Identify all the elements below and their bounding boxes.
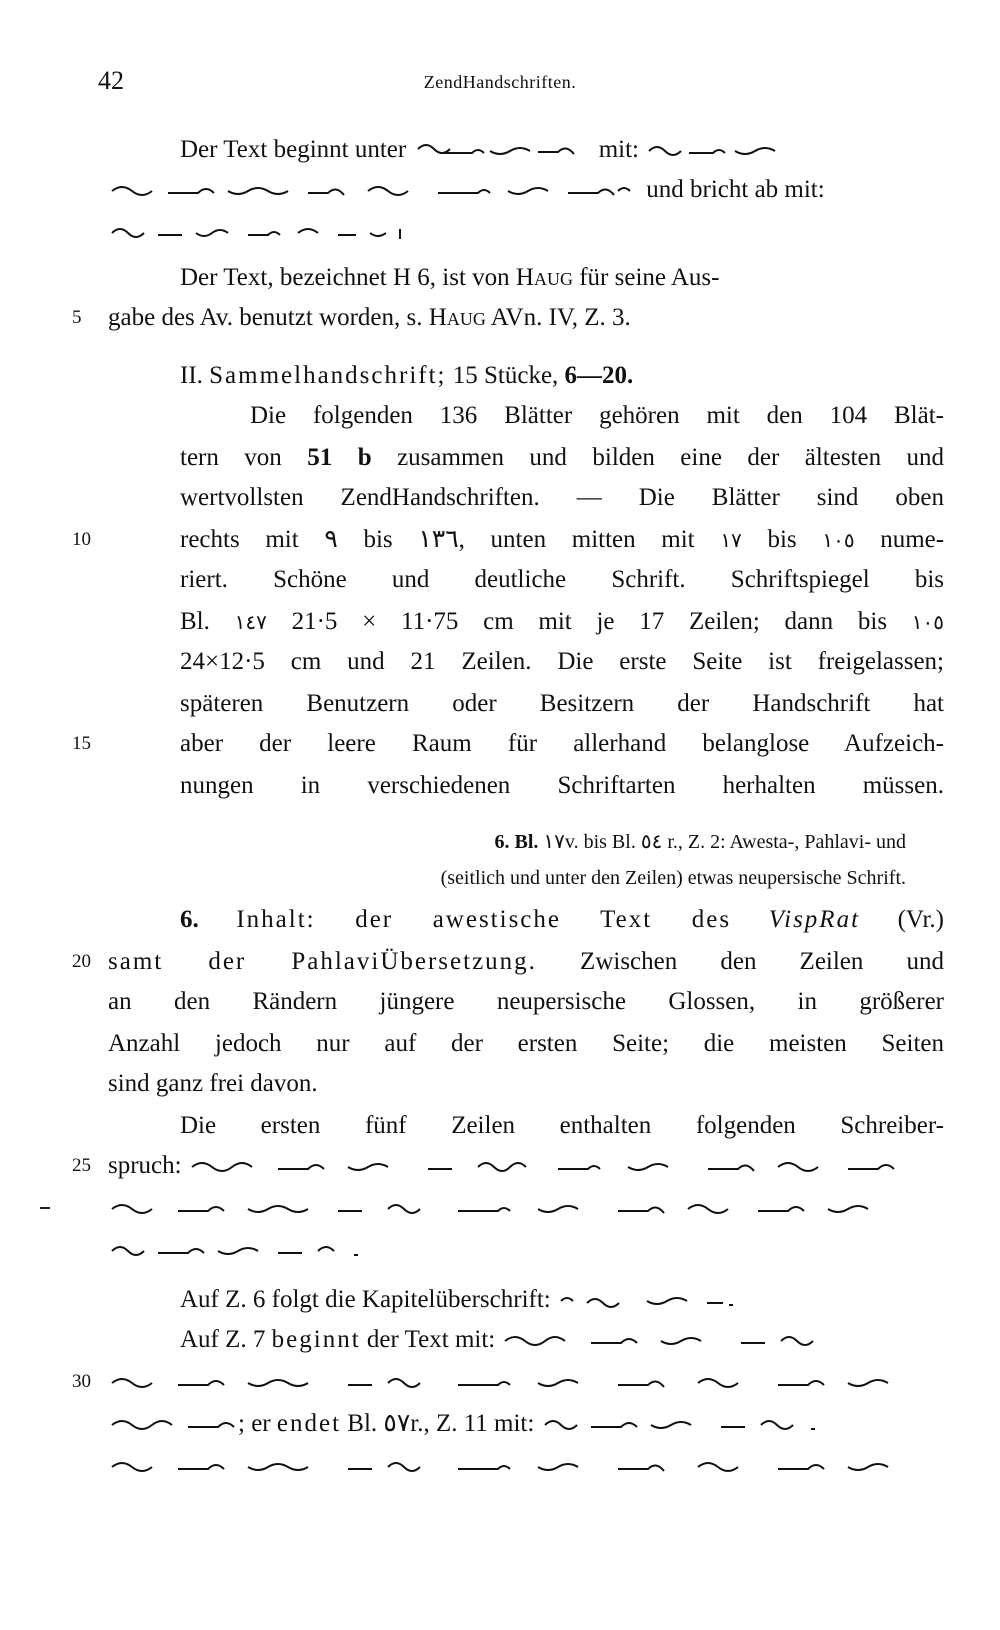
text-line <box>180 1320 944 1360</box>
text-line: sind ganz frei davon. <box>108 1070 318 1097</box>
numeral: ١٠٥ <box>911 612 944 634</box>
text-line <box>180 258 944 298</box>
text-run: (Vr.) <box>897 906 944 933</box>
avestan-script-figure <box>108 1417 238 1433</box>
line-number: 15 <box>72 733 91 754</box>
text-run: 6—20. <box>564 362 634 389</box>
text-run: VispRat <box>768 906 861 933</box>
line-number: 10 <box>72 529 91 550</box>
text-line <box>108 212 944 252</box>
text-line <box>180 130 944 170</box>
text-line: Die ersten fünf Zeilen enthalten folgenden Schreiber- <box>180 1112 944 1139</box>
running-title: ZendHandschriften. <box>423 72 577 92</box>
text-line: nungen in verschiedenen Schriftarten herhalten müssen. <box>180 772 944 799</box>
text-line <box>108 1188 944 1228</box>
text-line <box>108 1230 944 1270</box>
avestan-script-figure <box>108 1459 928 1475</box>
numeral: ٥٧ <box>383 1410 411 1437</box>
text-run: bis <box>363 526 393 553</box>
text-line <box>180 900 944 940</box>
avestan-script-figure <box>557 1293 737 1309</box>
text-run: spruch: <box>108 1152 182 1179</box>
text-run: 6. <box>180 906 199 933</box>
text-line: Die folgenden 136 Blätter gehören mit den 104 Blät- <box>250 402 944 429</box>
numeral: ١٤٧ <box>234 612 267 634</box>
text-line <box>108 1362 944 1402</box>
text-line <box>180 520 944 560</box>
text-run: mit: <box>598 136 639 163</box>
text-run: 21·5 × 11·75 cm mit je 17 Zeilen; dann bis <box>291 608 888 635</box>
numeral: ٥٤ <box>640 831 663 853</box>
text-run: Der Text, bezeichnet H 6 <box>180 264 430 291</box>
text-run: ; er <box>238 1410 271 1437</box>
page-number: 42 <box>98 66 124 95</box>
text-run: II. <box>180 362 203 389</box>
text-run: r., Z. 2: Awesta-, Pahlavi- und <box>667 831 906 853</box>
text-run: nume- <box>880 526 944 553</box>
avestan-script-figure <box>645 143 795 159</box>
numeral: ١٠٥ <box>822 530 855 552</box>
text-line <box>108 942 944 982</box>
avestan-script-figure <box>108 1243 368 1259</box>
avestan-script-figure <box>108 1201 908 1217</box>
text-run: für seine Aus- <box>579 264 720 291</box>
text-line: späteren Benutzern oder Besitzern der Handschrift hat <box>180 690 944 717</box>
text-line <box>108 298 944 338</box>
author-name: Haug <box>515 264 573 291</box>
text-run: Sammelhandschrift; <box>209 362 447 389</box>
text-run: samt der PahlaviÜbersetzung. <box>108 948 537 975</box>
author-name: Haug <box>428 304 486 331</box>
note-line: (seitlich und unter den Zeilen) etwas neupersische Schrift. <box>440 867 906 889</box>
text-run: Auf Z. 6 folgt die Kapitelüberschrift: <box>180 1286 551 1313</box>
numeral: ١٣٦ <box>418 526 459 553</box>
avestan-script-figure <box>108 183 640 199</box>
text-line <box>108 1146 944 1186</box>
line-number: 30 <box>72 1371 91 1392</box>
text-line: 24×12·5 cm und 21 Zeilen. Die erste Seite ist freigelassen; <box>180 648 944 675</box>
text-line: wertvollsten ZendHandschriften. — Die Blätter sind oben <box>180 484 944 511</box>
line-number: 25 <box>72 1155 91 1176</box>
text-line: Anzahl jedoch nur auf der ersten Seite; die meisten Seiten <box>108 1030 944 1057</box>
text-run: zusammen und bilden eine der ältesten und <box>397 444 944 471</box>
text-run: Inhalt: der awestische Text des <box>236 906 732 933</box>
numeral: ١٧ <box>720 530 742 552</box>
text-run: 6. Bl. <box>494 831 539 853</box>
text-line <box>108 170 944 210</box>
text-run: 51 b <box>307 444 372 471</box>
avestan-script-figure <box>541 1417 831 1433</box>
line-number: 5 <box>72 307 82 328</box>
text-run: Bl. <box>347 1410 378 1437</box>
text-line: an den Rändern jüngere neupersische Glossen, in größerer <box>108 988 944 1015</box>
avestan-script-figure <box>412 143 592 159</box>
note-line <box>316 822 906 862</box>
numeral: ١٧ <box>543 831 565 853</box>
text-run: v. bis Bl. <box>564 831 636 853</box>
margin-mark <box>40 1207 50 1209</box>
avestan-script-figure <box>188 1159 908 1175</box>
text-run: r., Z. 11 mit: <box>410 1410 535 1437</box>
avestan-script-figure <box>108 225 408 241</box>
text-run: und bricht ab mit: <box>646 176 825 203</box>
line-number: 20 <box>72 951 91 972</box>
text-line <box>180 438 944 478</box>
text-run: beginnt <box>271 1326 361 1353</box>
text-line <box>108 1446 944 1486</box>
avestan-script-figure <box>501 1333 851 1349</box>
text-run: gabe des Av. benutzt worden, s. <box>108 304 423 331</box>
text-run: tern von <box>180 444 282 471</box>
text-run: der Text mit: <box>366 1326 496 1353</box>
text-run: AVn. IV, Z. 3. <box>490 304 631 331</box>
text-run: endet <box>276 1410 342 1437</box>
text-run: 15 Stücke, <box>452 362 559 389</box>
text-run: , unten mitten mit <box>458 526 695 553</box>
section-heading <box>180 356 633 396</box>
text-run: Der Text beginnt unter <box>180 136 407 163</box>
text-line <box>108 1404 944 1444</box>
text-run: Bl. <box>180 608 210 635</box>
text-line <box>180 1280 944 1320</box>
numeral: ٩ <box>324 526 338 553</box>
text-line <box>180 602 944 642</box>
text-line: aber der leere Raum für allerhand belanglose Aufzeich- <box>180 730 944 757</box>
text-run: Zwischen den Zeilen und <box>580 948 944 975</box>
text-run: rechts mit <box>180 526 299 553</box>
text-run: Auf Z. 7 <box>180 1326 266 1353</box>
text-run: , ist von <box>429 264 510 291</box>
text-run: bis <box>767 526 797 553</box>
text-line: riert. Schöne und deutliche Schrift. Schriftspiegel bis <box>180 566 944 593</box>
avestan-script-figure <box>108 1375 928 1391</box>
